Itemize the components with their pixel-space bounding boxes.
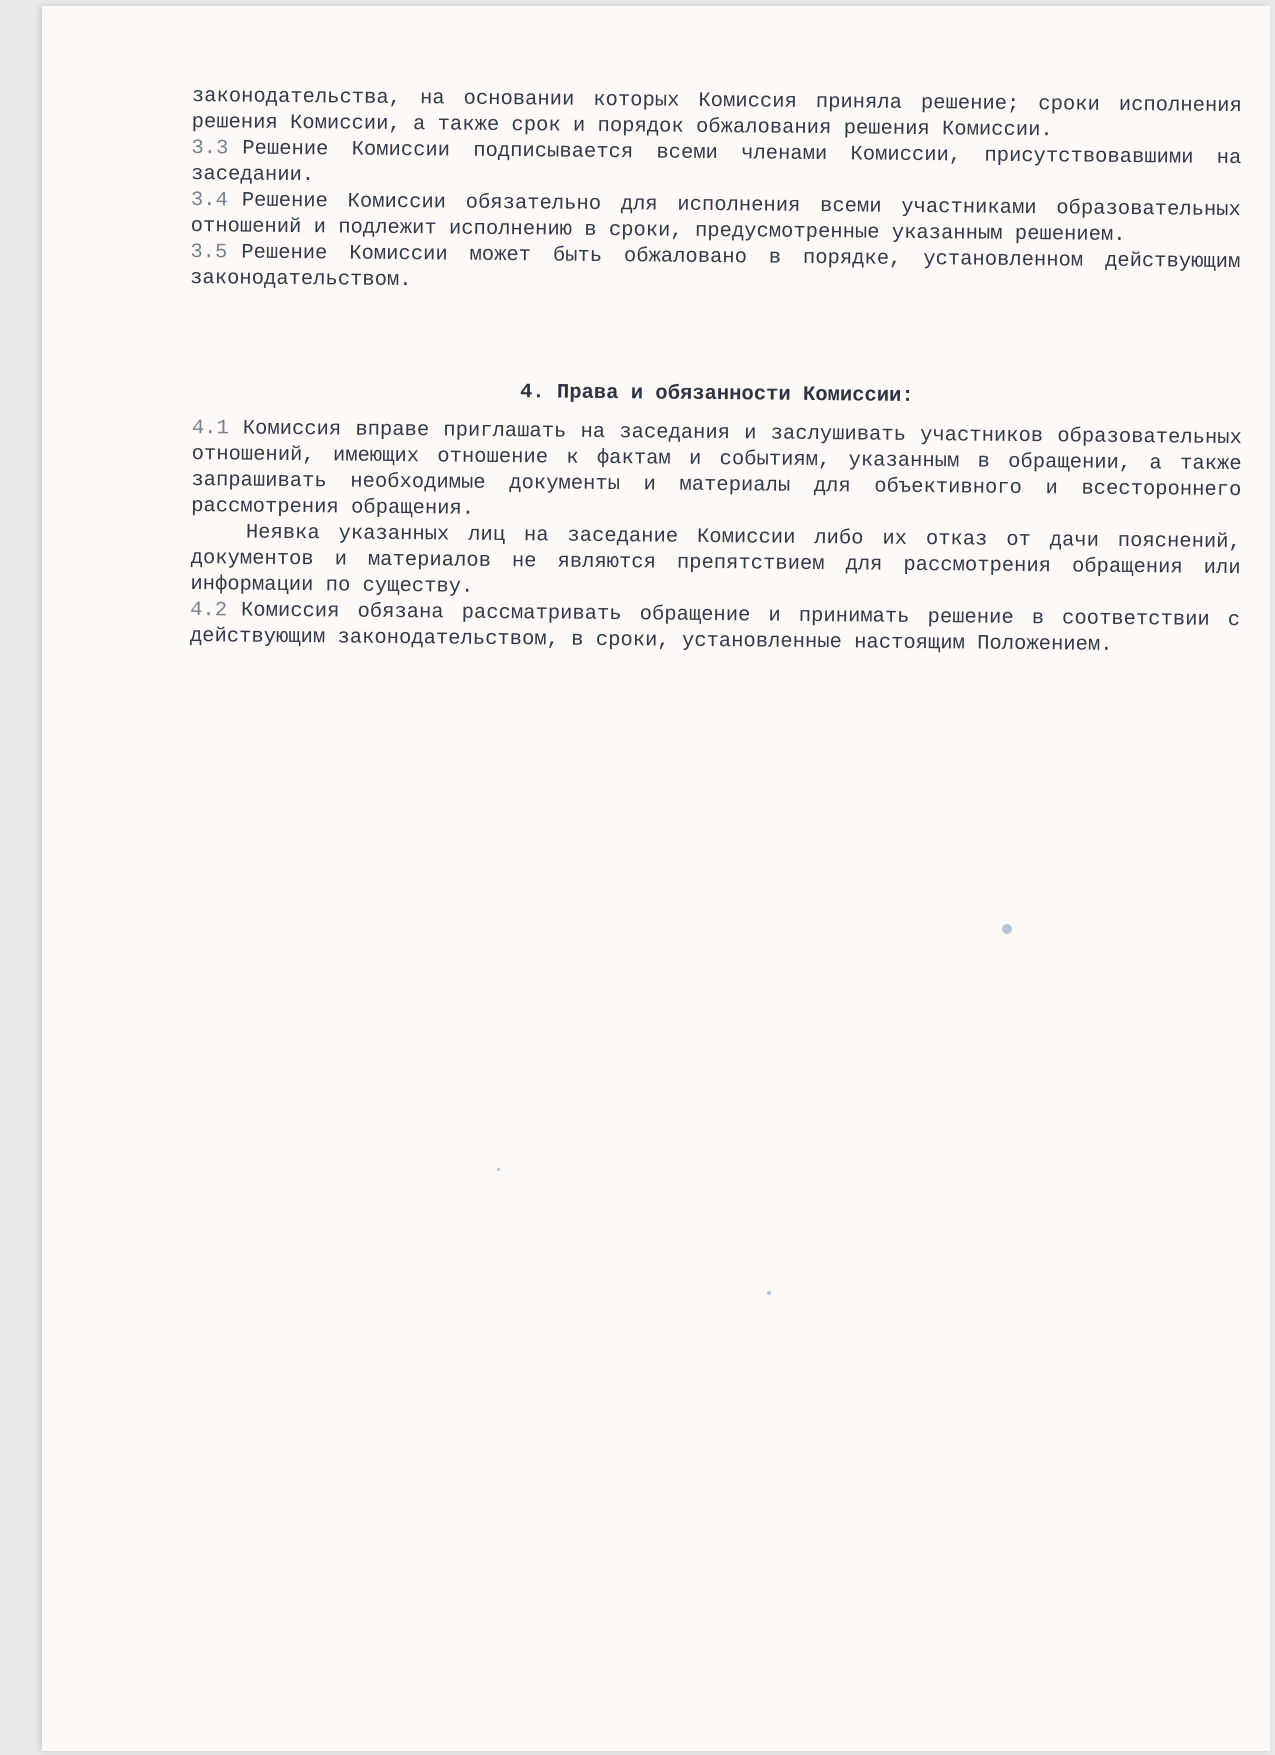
clause-3-4-text: Решение Комиссии обязательно для исполнения всеми участниками образовательных отношений и подлежит исполнению в сроки, предусмотренные указанным решением.: [190, 189, 1241, 247]
clause-4-2-text: Комиссия обязана рассматривать обращение и принимать решение в соответствии с действующим законодательством, в сроки, установленные настоящим Положением.: [189, 599, 1241, 657]
scan-speck: [497, 1168, 500, 1171]
clause-3-5-text: Решение Комиссии может быть обжаловано в порядке, установленном действующим законодательством.: [190, 241, 1241, 293]
clause-3-3-text: Решение Комиссии подписывается всеми членами Комиссии, присутствовавшими на заседании.: [191, 137, 1242, 188]
section-3-text: [190, 84, 1242, 302]
section-4-heading: 4. Права и обязанности Комиссии:: [519, 381, 914, 408]
clause-4-1-number: 4.1: [191, 416, 229, 441]
clause-4-2-number: 4.2: [190, 598, 228, 623]
clause-3-3-number: 3.3: [191, 136, 229, 161]
scan-speck: [767, 1291, 771, 1295]
section-4-text: [190, 416, 1242, 660]
clause-4-2: [190, 598, 1240, 660]
clause-3-5: [190, 240, 1240, 302]
clause-4-1-note: Неявка указанных лиц на заседание Комиссии либо их отказ от дачи пояснений, документов и материалов не являются препятствием для рассмотрения обращения или информации по существу.: [190, 521, 1241, 599]
scan-speck: [1002, 924, 1012, 934]
clause-4-1-text: Комиссия вправе приглашать на заседания и заслушивать участников образовательных отношений, имеющих отношение к фактам и событиям, указанным в обращении, а также запрашивать необходимые документы и материалы для объективного и всестороннего рассмотрения обращения.: [191, 417, 1242, 521]
clause-3-4-number: 3.4: [190, 188, 228, 213]
clause-3-5-number: 3.5: [190, 240, 228, 265]
section-3-continuation: законодательства, на основании которых Комиссия приняла решение; сроки исполнения решения Комиссии, а также срок и порядок обжалования решения Комиссии.: [191, 84, 1242, 143]
document-page: [42, 6, 1270, 1751]
clause-4-1: [191, 416, 1242, 530]
